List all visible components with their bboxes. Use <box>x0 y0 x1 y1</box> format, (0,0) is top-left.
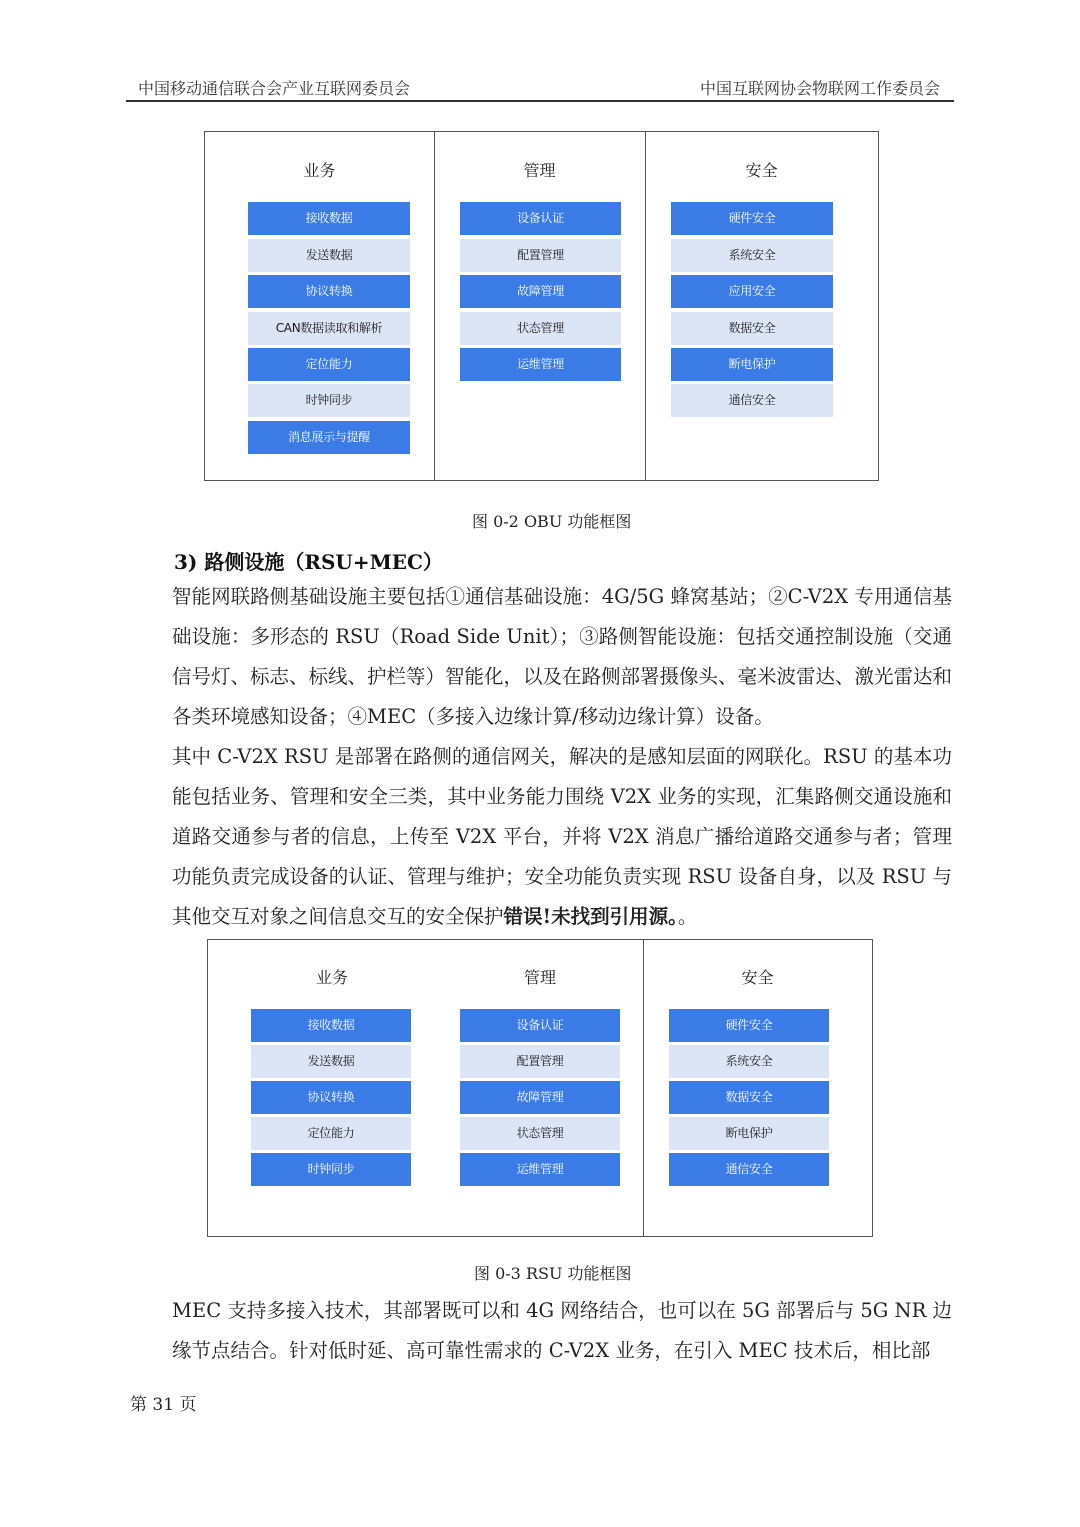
obu-diagram <box>204 131 879 481</box>
rsu-box: 时钟同步 <box>251 1153 411 1186</box>
obu-column-security <box>645 132 878 480</box>
rsu-box: 数据安全 <box>669 1081 829 1114</box>
header-right: 中国互联网协会物联网工作委员会 <box>699 79 940 98</box>
rsu-box: 接收数据 <box>251 1009 411 1042</box>
obu-box: CAN数据读取和解析 <box>248 312 410 345</box>
obu-box: 状态管理 <box>460 312 621 345</box>
rsu-box: 运维管理 <box>460 1153 620 1186</box>
rsu-box: 通信安全 <box>669 1153 829 1186</box>
section-heading: 3) 路侧设施（RSU+MEC） <box>174 550 443 574</box>
figure-caption: 图 0-2 OBU 功能框图 <box>472 512 632 531</box>
obu-box: 时钟同步 <box>248 384 410 417</box>
obu-box: 接收数据 <box>248 202 410 235</box>
rsu-box: 硬件安全 <box>669 1009 829 1042</box>
column-title: 业务 <box>303 161 336 180</box>
column-title: 业务 <box>315 968 348 987</box>
rsu-column-business <box>208 940 644 1236</box>
obu-box: 数据安全 <box>671 312 833 345</box>
obu-box: 消息展示与提醒 <box>248 421 410 454</box>
column-title: 管理 <box>523 968 556 987</box>
reference-error: 错误!未找到引用源。 <box>503 905 678 928</box>
obu-box: 应用安全 <box>671 275 833 308</box>
column-title: 安全 <box>745 161 778 180</box>
obu-box: 系统安全 <box>671 239 833 272</box>
obu-box: 通信安全 <box>671 384 833 417</box>
paragraph-text: MEC 支持多接入技术，其部署既可以和 4G 网络结合，也可以在 5G 部署后与 5G NR 边缘节点结合。针对低时延、高可靠性需求的 C-V2X 业务，在引入 MEC 技术后，相比部 <box>172 1299 952 1362</box>
rsu-box: 设备认证 <box>460 1009 620 1042</box>
rsu-box: 故障管理 <box>460 1081 620 1114</box>
rsu-box: 定位能力 <box>251 1117 411 1150</box>
obu-box: 定位能力 <box>248 348 410 381</box>
obu-box: 故障管理 <box>460 275 621 308</box>
rsu-box: 协议转换 <box>251 1081 411 1114</box>
obu-column-management <box>434 132 646 480</box>
obu-box: 设备认证 <box>460 202 621 235</box>
paragraph-end: 。 <box>677 905 698 928</box>
rsu-box: 断电保护 <box>669 1117 829 1150</box>
paragraph <box>130 577 952 737</box>
paragraph <box>130 737 952 937</box>
obu-box: 断电保护 <box>671 348 833 381</box>
obu-box: 运维管理 <box>460 348 621 381</box>
obu-box: 配置管理 <box>460 239 621 272</box>
rsu-box: 状态管理 <box>460 1117 620 1150</box>
obu-column-business <box>205 132 435 480</box>
rsu-box: 系统安全 <box>669 1045 829 1078</box>
column-title: 管理 <box>523 161 556 180</box>
obu-box: 硬件安全 <box>671 202 833 235</box>
obu-box: 协议转换 <box>248 275 410 308</box>
paragraph-text: 智能网联路侧基础设施主要包括①通信基础设施：4G/5G 蜂窝基站；②C-V2X 专用通信基础设施：多形态的 RSU（Road Side Unit）；③路侧智能设施：包括交通控制设施（交通信号灯、标志、标线、护栏等）智能化，以及在路侧部署摄像头、毫米波雷达、激光雷达和各类环境感知设备；④MEC（多接入边缘计算/移动边缘计算）设备。 <box>172 585 953 728</box>
rsu-column-security <box>643 940 872 1236</box>
paragraph <box>130 1291 952 1371</box>
rsu-diagram <box>207 939 873 1237</box>
header-left: 中国移动通信联合会产业互联网委员会 <box>138 79 411 98</box>
page-header <box>126 74 954 102</box>
paragraph-text <box>130 737 952 937</box>
figure-caption: 图 0-3 RSU 功能框图 <box>474 1264 632 1283</box>
rsu-box: 配置管理 <box>460 1045 620 1078</box>
column-title: 安全 <box>741 968 774 987</box>
page-number: 第 31 页 <box>130 1395 197 1415</box>
rsu-box: 发送数据 <box>251 1045 411 1078</box>
obu-box: 发送数据 <box>248 239 410 272</box>
paragraph-body: 其中 C-V2X RSU 是部署在路侧的通信网关，解决的是感知层面的网联化。RSU 的基本功能包括业务、管理和安全三类，其中业务能力围绕 V2X 业务的实现，汇集路侧交通设施和道路交通参与者的信息，上传至 V2X 平台，并将 V2X 消息广播给道路交通参与者；管理功能负责完成设备的认证、管理与维护；安全功能负责实现 RSU 设备自身，以及 RSU 与其他交互对象之间信息交互的安全保护 <box>172 745 952 928</box>
